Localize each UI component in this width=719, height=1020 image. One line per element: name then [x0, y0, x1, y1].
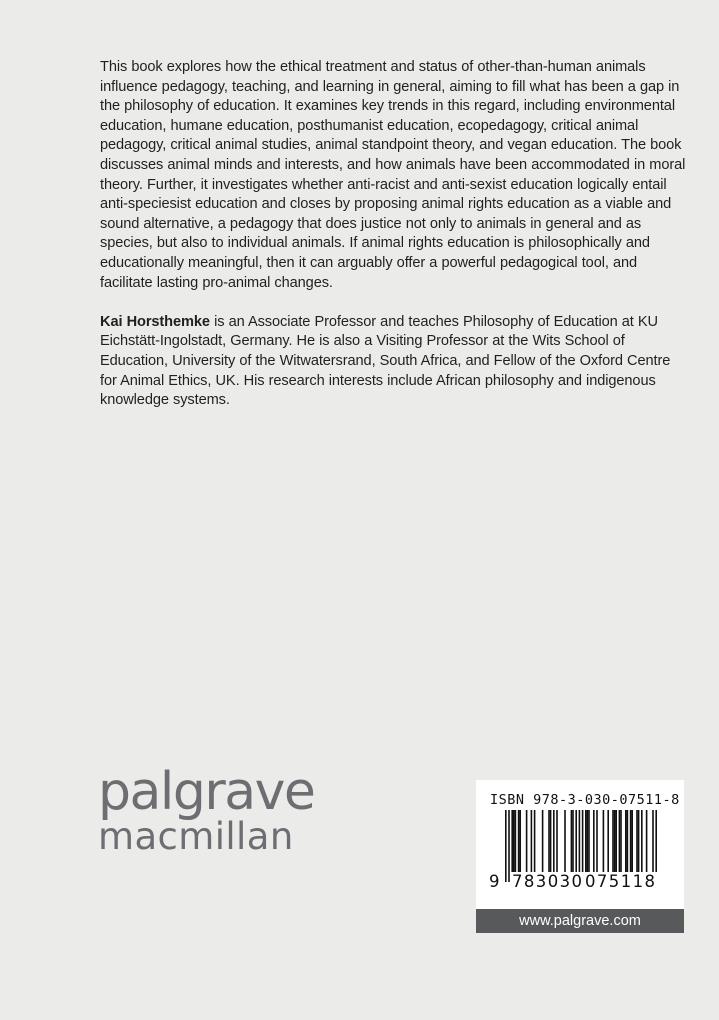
book-description: This book explores how the ethical treatment and status of other-than-human animals influence pedagogy, teaching, and learning in general, aiming to fill what has been a gap in the philosophy of education. It examines key trends in this regard, including environmental education, humane education, posthumanist education, ecopedagogy, critical animal pedagogy, critical animal studies, animal standpoint theory, and vegan education. The book discusses animal minds and interests, and how animals have been accommodated in moral theory. Further, it investigates whether anti-racist and anti-sexist education logically entail anti-speciesist education and closes by proposing animal rights education as a viable and sound alternative, a pedagogy that does justice not only to animals in general and as species, but also to individual animals. If animal rights education is philosophically and educationally meaningful, then it can arguably offer a powerful pedagogical tool, and facilitate lasting pro-animal changes. [100, 59, 686, 291]
publisher-logo [98, 764, 328, 858]
barcode-bar [641, 810, 643, 874]
barcode-bar [534, 810, 536, 874]
barcode-bar [593, 810, 595, 874]
website-url[interactable]: www.palgrave.com [519, 913, 641, 929]
barcode-bar [511, 810, 513, 874]
barcode-bar [556, 810, 558, 874]
barcode-bar [518, 810, 520, 874]
barcode-bar [542, 810, 544, 874]
barcode-bar [603, 810, 605, 874]
barcode-bar [620, 810, 622, 874]
barcode-bar [631, 810, 633, 874]
barcode-bar [553, 810, 555, 874]
barcode-bar [519, 810, 521, 874]
barcode-bar [615, 810, 617, 874]
isbn-barcode [476, 780, 684, 909]
barcode-bar [508, 810, 510, 882]
barcode-bar [625, 810, 627, 874]
barcode-bar [505, 810, 507, 882]
barcode-bar [571, 810, 573, 874]
barcode-bar [575, 810, 577, 874]
barcode-bar [627, 810, 629, 874]
author-name: Kai Horsthemke [100, 313, 210, 330]
barcode-bar [515, 810, 517, 874]
barcode-bar [638, 810, 640, 874]
barcode-bar [614, 810, 616, 874]
barcode-bar [630, 810, 632, 874]
barcode-bar [596, 810, 598, 874]
barcode-bar [564, 810, 566, 874]
barcode-bar [646, 810, 648, 874]
barcode-bar [636, 810, 638, 874]
barcode-digit-first: 9 [489, 872, 501, 891]
barcode-bar [513, 810, 515, 874]
barcode-digits-right: 075118 [585, 872, 657, 891]
barcode-bar [607, 810, 609, 874]
barcode-bar [531, 810, 533, 874]
barcode-bar [612, 810, 614, 874]
barcode-bar [587, 810, 589, 874]
barcode-bar [619, 810, 621, 874]
author-bio: is an Associate Professor and teaches Philosophy of Education at KU Eichstätt-Ingolstadt, Germany. He is also a Visiting Professor at the Wits School of Education, University of the Witwatersrand, South Africa, and Fellow of the Oxford Centre for Animal Ethics, UK. His research interests include African philosophy and indigenous knowledge systems. [100, 313, 671, 409]
barcode-bar [548, 810, 550, 874]
barcode-bar [526, 810, 528, 874]
logo-macmillan: macmillan [98, 815, 294, 858]
back-cover-text [100, 58, 688, 411]
barcode-bar [572, 810, 574, 874]
barcode-bar [550, 810, 552, 874]
author-bio-paragraph [100, 313, 688, 411]
logo-palgrave: palgrave [98, 762, 315, 822]
isbn-label: ISBN 978-3-030-07511-8 [490, 792, 680, 808]
barcode-bar [588, 810, 590, 874]
barcode-digits-left: 783030 [512, 872, 584, 891]
barcode-bar [585, 810, 587, 874]
website-bar [476, 909, 684, 933]
